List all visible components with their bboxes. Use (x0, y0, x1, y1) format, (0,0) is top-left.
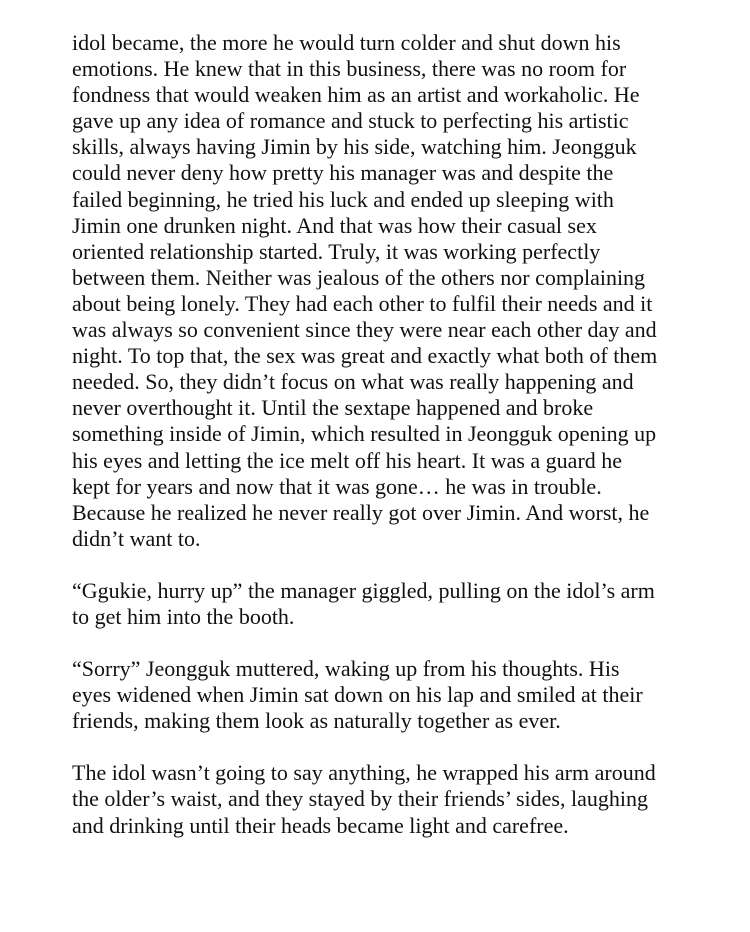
paragraph-spacer (72, 734, 722, 760)
text-line: Jimin one drunken night. And that was how their casual sex (72, 212, 597, 238)
text-line: didn’t want to. (72, 525, 201, 551)
text-line: Because he realized he never really got over Jimin. And worst, he (72, 499, 650, 525)
text-line: “Sorry” Jeongguk muttered, waking up from his thoughts. His (72, 656, 620, 682)
paragraph-3 (72, 656, 722, 734)
paragraph-spacer (72, 552, 722, 578)
text-line: eyes widened when Jimin sat down on his lap and smiled at their (72, 682, 643, 708)
text-line: The idol wasn’t going to say anything, he wrapped his arm around (72, 760, 656, 786)
text-line: to get him into the booth. (72, 603, 295, 629)
paragraph-1 (72, 30, 722, 552)
text-line: idol became, the more he would turn colder and shut down his (72, 30, 621, 55)
text-line: was always so convenient since they were near each other day and (72, 317, 657, 343)
text-line: kept for years and now that it was gone… he was in trouble. (72, 473, 602, 499)
text-line: something inside of Jimin, which resulted in Jeongguk opening up (72, 421, 657, 447)
story-text (72, 30, 722, 839)
text-line: failed beginning, he tried his luck and ended up sleeping with (72, 186, 614, 212)
paragraph-spacer (72, 630, 722, 656)
text-line: and drinking until their heads became light and carefree. (72, 812, 569, 838)
text-line: never overthought it. Until the sextape happened and broke (72, 395, 594, 421)
text-line: his eyes and letting the ice melt off his heart. It was a guard he (72, 447, 623, 473)
text-line: friends, making them look as naturally together as ever. (72, 708, 561, 734)
text-line: about being lonely. They had each other to fulfil their needs and it (72, 290, 653, 316)
text-line: between them. Neither was jealous of the others nor complaining (72, 264, 646, 290)
text-line: fondness that would weaken him as an artist and workaholic. He (72, 82, 640, 108)
paragraph-4 (72, 760, 722, 838)
text-line: gave up any idea of romance and stuck to perfecting his artistic (72, 108, 629, 134)
text-line: could never deny how pretty his manager was and despite the (72, 160, 614, 186)
text-line: needed. So, they didn’t focus on what was really happening and (72, 369, 634, 395)
text-line: the older’s waist, and they stayed by their friends’ sides, laughing (72, 786, 648, 812)
text-line: skills, always having Jimin by his side, watching him. Jeongguk (72, 134, 637, 160)
text-line: “Ggukie, hurry up” the manager giggled, pulling on the idol’s arm (72, 577, 655, 603)
paragraph-2 (72, 578, 722, 630)
text-line: night. To top that, the sex was great and exactly what both of them (72, 343, 658, 369)
text-line: emotions. He knew that in this business, there was no room for (72, 56, 627, 82)
text-line: oriented relationship started. Truly, it was working perfectly (72, 238, 601, 264)
